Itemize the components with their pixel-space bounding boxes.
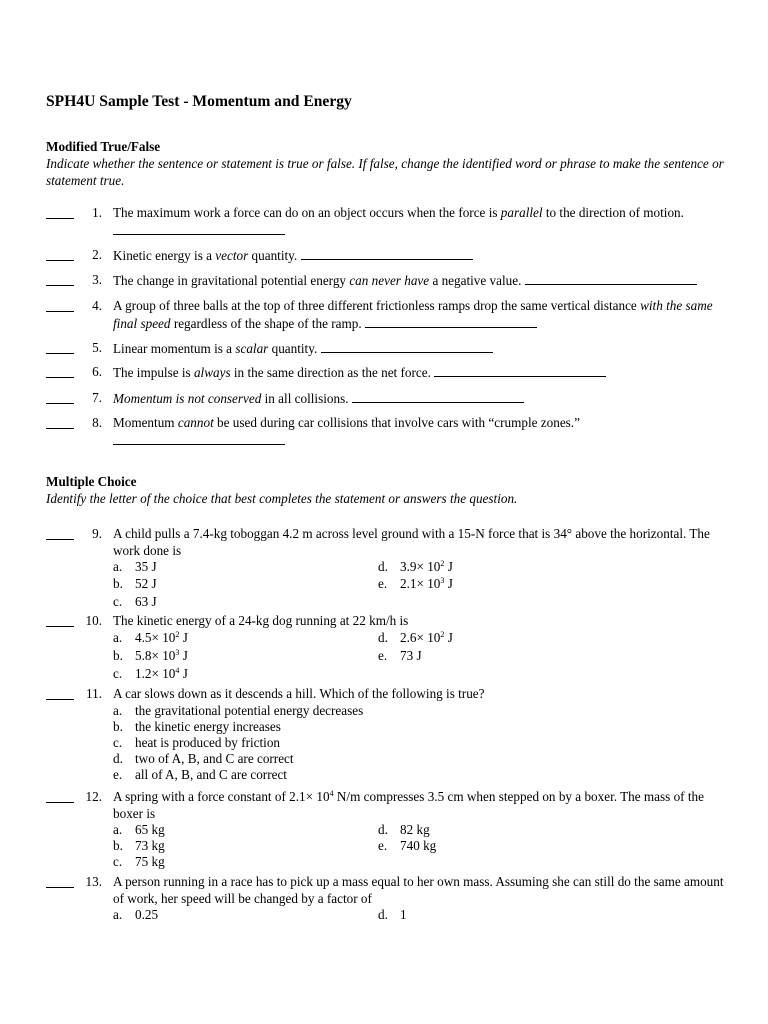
answer-blank[interactable] [46,526,74,540]
mc-instructions: Identify the letter of the choice that best completes the statement or answers the question. [46,491,518,506]
answer-blank[interactable] [46,390,74,404]
correction-blank[interactable] [352,390,524,403]
choice-item[interactable]: b. 52 J [113,576,157,591]
choice-item[interactable]: d. two of A, B, and C are correct [113,751,294,766]
question-text: A car slows down as it descends a hill. Which of the following is true? [113,686,485,701]
choice-item[interactable]: b. 73 kg [113,838,165,853]
question-number: 7. [92,390,102,405]
correction-blank[interactable] [301,247,473,260]
question-number: 11. [86,686,102,701]
question-text: The impulse is always in the same direction as the net force. [113,364,725,382]
question-text: Linear momentum is a scalar quantity. [113,340,725,358]
choice-item[interactable]: a. 0.25 [113,907,159,922]
question-number: 1. [92,205,102,220]
correction-blank[interactable] [113,222,285,235]
choice-item[interactable]: e. all of A, B, and C are correct [113,767,287,782]
choice-item[interactable]: b. $5.8\times 10^3$ J [113,648,188,663]
choice-item[interactable]: d. $2.6\times 10^2$ J [378,630,453,645]
choice-item[interactable]: a. the gravitational potential energy decreases [113,703,364,718]
choice-item[interactable]: d. 82 kg [378,822,430,837]
page-title: SPH4U Sample Test - Momentum and Energy [46,93,352,110]
tf-heading: Modified True/False [46,139,161,154]
choice-item[interactable]: b. the kinetic energy increases [113,719,281,734]
answer-blank[interactable] [46,613,74,627]
question-text: Kinetic energy is a vector quantity. [113,247,725,265]
answer-blank[interactable] [46,298,74,312]
question-text: A group of three balls at the top of three different frictionless ramps drop the same vertical distance with the same final speed regardless of the shape of the ramp. [113,298,713,331]
answer-blank[interactable] [46,340,74,354]
choice-item[interactable]: e. 740 kg [378,838,437,853]
question-text: The kinetic energy of a 24-kg dog running at 22 km/h is [113,613,409,628]
answer-blank[interactable] [46,205,74,219]
question-text: A spring with a force constant of $2.1\times 10^4$ N/m compresses 3.5 cm when stepped on by a boxer. The mass of the boxer is [113,789,704,821]
tf-instructions: Indicate whether the sentence or statement is true or false. If false, change the identified word or phrase to make the sentence or statement true. [46,156,724,188]
correction-blank[interactable] [434,364,606,377]
question-number: 13. [85,874,102,889]
choice-item[interactable]: e. $2.1\times 10^3$ J [378,576,453,591]
correction-blank[interactable] [365,315,537,328]
question-number: 12. [85,789,102,804]
answer-blank[interactable] [46,686,74,700]
answer-blank[interactable] [46,874,74,888]
choice-item[interactable]: a. $4.5\times 10^2$ J [113,630,188,645]
question-text: The maximum work a force can do on an object occurs when the force is parallel to the direction of motion. [113,205,725,239]
choice-item[interactable]: a. 35 J [113,559,157,574]
answer-blank[interactable] [46,415,74,429]
choice-item[interactable]: c. $1.2\times 10^4$ J [113,666,188,681]
correction-blank[interactable] [321,340,493,353]
answer-blank[interactable] [46,789,74,803]
choice-item[interactable]: d. $3.9\times 10^2$ J [378,559,453,574]
choice-item[interactable]: c. 75 kg [113,854,165,869]
question-number: 5. [92,340,102,355]
question-text: Momentum cannot be used during car collisions that involve cars with “crumple zones.” [113,415,725,449]
question-text: A child pulls a 7.4-kg toboggan 4.2 m across level ground with a 15-N force that is 34° above the horizontal. The work done is [113,526,710,558]
correction-blank[interactable] [113,432,285,445]
question-number: 8. [92,415,102,430]
choice-item[interactable]: c. heat is produced by friction [113,735,281,750]
choice-item[interactable]: c. 63 J [113,594,157,609]
choice-item[interactable]: d. 1 [378,907,407,922]
answer-blank[interactable] [46,364,74,378]
answer-blank[interactable] [46,272,74,286]
question-text: Momentum is not conserved in all collisions. [113,390,725,408]
question-number: 9. [92,526,102,541]
question-number: 10. [85,613,102,628]
correction-blank[interactable] [525,272,697,285]
question-number: 6. [92,364,102,379]
question-number: 4. [92,298,102,313]
choice-item[interactable]: a. 65 kg [113,822,165,837]
question-text: A person running in a race has to pick up a mass equal to her own mass. Assuming she can still do the same amount of work, her speed will be changed by a factor of [113,874,724,906]
choice-item[interactable]: e. 73 J [378,648,422,663]
mc-heading: Multiple Choice [46,474,137,489]
question-text: The change in gravitational potential energy can never have a negative value. [113,272,725,290]
question-number: 2. [92,247,102,262]
question-number: 3. [92,272,102,287]
answer-blank[interactable] [46,247,74,261]
